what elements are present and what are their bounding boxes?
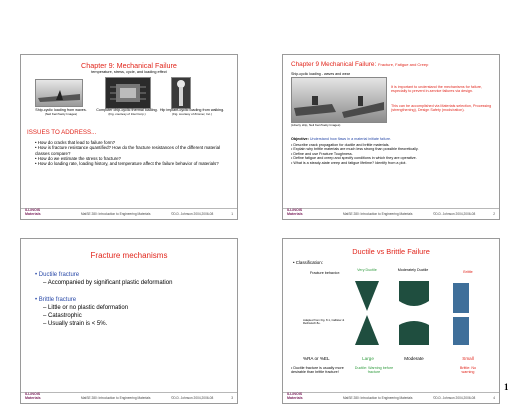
issues-heading: ISSUES TO ADDRESS... [27, 129, 97, 136]
list-item: • What is a steady-state creep and fatigue lifetime? Identify from a plot. [291, 160, 407, 165]
column-brittle: Brittle [463, 270, 473, 274]
column-very-ductile: Very Ductile [357, 268, 377, 272]
fracture-behavior-label: Fracture behavior: [310, 271, 340, 275]
ship-crack-illustration [36, 80, 82, 106]
brittle-detail: – Usually strain is < 5%. [43, 321, 108, 327]
list-item: • How do cracks that lead to failure form? [35, 140, 116, 145]
instructor: ©D.D. Johnson 2004,2006-08 [433, 212, 476, 216]
broken-ship-illustration [292, 78, 386, 122]
slide-2 [282, 54, 500, 220]
slide-footer [21, 208, 237, 219]
ship-photo [35, 79, 83, 107]
ductility-metric: %RA or %EL [303, 356, 330, 361]
brittle-detail: – Catastrophic [43, 313, 82, 319]
ductile-detail: – Accompanied by significant plastic deformation [43, 280, 173, 286]
ductile-warning-note: Ductile: Warning before fracture [354, 366, 394, 375]
slide-footer [283, 392, 499, 403]
instructor: ©D.D. Johnson 2004,2006-08 [433, 396, 476, 400]
slide-3 [20, 238, 238, 404]
instructor: ©D.D. Johnson 2004,2006-08 [171, 212, 214, 216]
computer-chip-photo [105, 77, 151, 109]
university-logo: ILLINOIS Materials [287, 392, 303, 401]
ductile-desirable-note: • Ductile fracture is usually more desirable than brittle fracture! [291, 366, 344, 375]
brittle-heading: • Brittle fracture [35, 297, 77, 303]
slide-title: Chapter 9: Mechanical Failure [81, 61, 177, 70]
level-moderate: Moderate [404, 356, 424, 361]
objective: Objective: Understand how flaws in a material initiate failure. [291, 137, 392, 141]
chip-illustration [106, 78, 150, 108]
figure-caption-ship: Ship-cyclic loading from waves. (Neil Kerr/Getty Images) [35, 108, 87, 117]
list-item: • Explain why brittle materials are much less strong than possible theoretically. [291, 147, 419, 152]
list-item: • Define and use Fracture Toughness. [291, 151, 353, 156]
course-name: MatSE 280: Introduction to Engineering Materials [81, 396, 151, 400]
university-logo: ILLINOIS Materials [287, 208, 303, 217]
objective-list [291, 143, 495, 165]
slide-footer [21, 392, 237, 403]
course-name: MatSE 280: Introduction to Engineering Materials [343, 212, 413, 216]
very-ductile-specimen [355, 281, 379, 345]
list-item: • Describe crack propagation for ductile and brittle materials. [291, 143, 390, 147]
instructor: ©D.D. Johnson 2004,2006-08 [171, 396, 214, 400]
slide-title: Ductile vs Brittle Failure [352, 247, 430, 256]
brittle-specimen [453, 283, 469, 345]
fracture-types [35, 271, 231, 328]
university-logo: ILLINOIS Materials [25, 392, 41, 401]
slide-footer [283, 208, 499, 219]
photo-credit: (Liberty ship, Neil Kerr/Getty Images) [291, 123, 341, 127]
brittle-detail: – Little or no plastic deformation [43, 305, 129, 311]
hip-implant-photo [171, 77, 191, 109]
brittle-warning-note: Brittle: No warning [459, 366, 477, 375]
figure-caption: Ship-cyclic loading - waves and wear [291, 72, 350, 76]
course-name: MatSE 280: Introduction to Engineering Materials [343, 396, 413, 400]
implant-illustration [172, 78, 190, 108]
list-item: • How do loading rate, loading history, and temperature affect the failure behavior of materials? [35, 161, 219, 167]
slide-number: 4 [493, 396, 495, 400]
slide-subtitle: temperature, stress, cycle, and loading effect [91, 70, 167, 74]
side-note-1: It is important to understand the mechanisms for failure, especially to prevent in-service failures via design. [391, 85, 483, 94]
slide-title: Fracture mechanisms [90, 251, 168, 260]
slide-number: 2 [493, 212, 495, 216]
list-item: • How do we estimate the stress to fracture? [35, 155, 121, 161]
slide-number: 3 [231, 396, 233, 400]
slide-number: 1 [231, 212, 233, 216]
figure-caption-implant: Hip implant-cyclic loading from walking. (Fig. courtesy of Zimmer, Inc.) [159, 108, 225, 117]
liberty-ship-photo [291, 77, 387, 123]
side-note-2: This can be accomplished via Materials selection, Processing (strengthening), Design Safety (mods/ration). [391, 104, 492, 113]
course-name: MatSE 280: Introduction to Engineering Materials [81, 212, 151, 216]
fracture-specimens [349, 279, 489, 349]
slide-title: Chapter 9 Mechanical Failure: Fracture, Fatigue and Creep [291, 61, 429, 68]
university-logo: ILLINOIS Materials [25, 208, 41, 217]
issues-list [35, 140, 225, 166]
level-large: Large [362, 356, 374, 361]
column-moderately-ductile: Moderately Ductile [397, 268, 429, 272]
figure-credit: Adapted from Fig. 8.1, Callister & Rethwisch 8e. [303, 318, 345, 326]
level-small: Small [462, 356, 474, 361]
slide-1 [20, 54, 238, 220]
ductile-heading: • Ductile fracture [35, 272, 80, 278]
slide-4 [282, 238, 500, 404]
page-number: 1 [504, 382, 509, 392]
figure-caption-chip: Computer chip-cyclic thermal loading. (Fig. courtesy of Intel Corp.) [96, 108, 158, 117]
moderately-ductile-specimen [399, 281, 429, 345]
list-item: • How is fracture resistance quantified? How do the fracture resistances of the different material classes compare? [35, 145, 220, 156]
list-item: • Define fatigue and creep and specify conditions in which they are operative. [291, 156, 417, 161]
classification-label: • Classification: [293, 260, 323, 265]
